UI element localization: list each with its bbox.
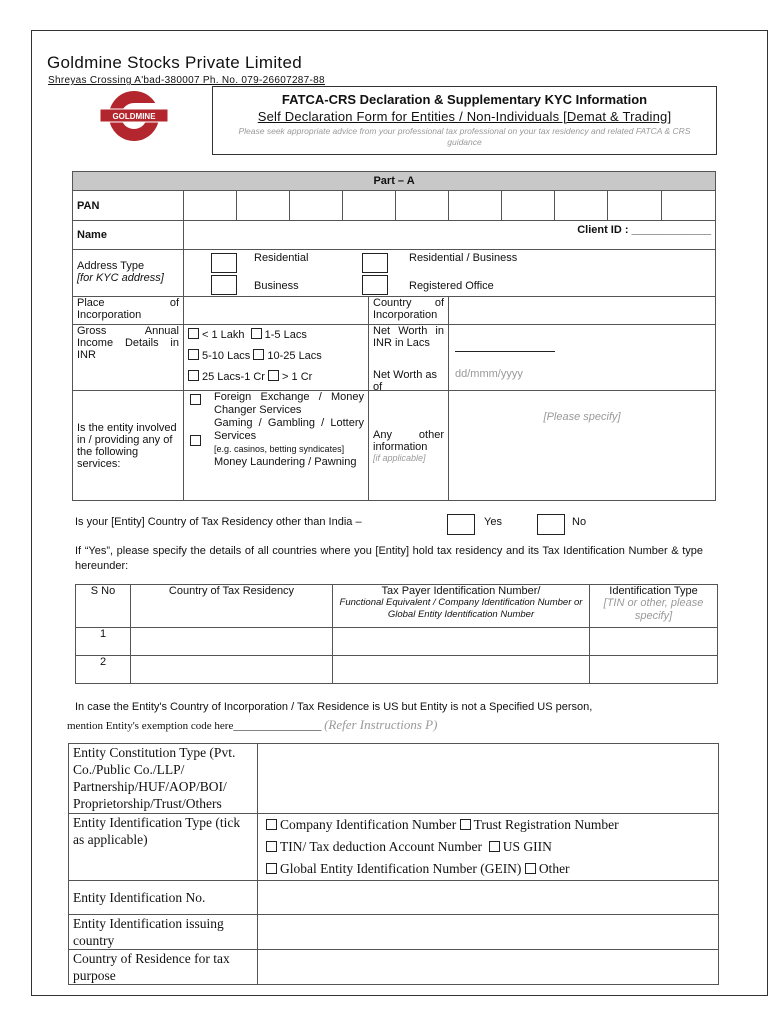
pan-box[interactable] [555, 191, 608, 221]
tax-residency-question: Is your [Entity] Country of Tax Residency other than India – [75, 516, 362, 528]
country-inc-label: Country of Incorporation [369, 297, 449, 325]
col-tin [333, 585, 590, 628]
residence-label: Country of Residence for tax purpose [69, 950, 258, 985]
income-options [184, 325, 369, 391]
no-label: No [572, 516, 587, 528]
id-option-checkbox[interactable] [460, 819, 471, 830]
id-option-checkbox[interactable] [525, 863, 536, 874]
id-option: Global Entity Identification Number (GEIN) [280, 861, 522, 876]
address-type-sub: [for KYC address] [77, 272, 164, 284]
issuing-country-field[interactable] [258, 915, 719, 950]
id-option: Other [538, 861, 570, 876]
income-option: > 1 Cr [282, 371, 313, 383]
id-type-options [258, 814, 719, 881]
country-field[interactable] [131, 656, 333, 684]
tin-field[interactable] [333, 628, 590, 656]
id-option-checkbox[interactable] [266, 841, 277, 852]
constitution-field[interactable] [258, 744, 719, 814]
pan-box[interactable] [662, 191, 716, 221]
income-checkbox[interactable] [253, 349, 264, 360]
registered-label: Registered Office [409, 280, 494, 292]
place-inc-label: Place of Incorporation [73, 297, 184, 325]
col-country: Country of Tax Residency [131, 585, 333, 628]
business-label: Business [254, 280, 299, 292]
id-option: US GIIN [502, 839, 552, 854]
col-tin-label: Tax Payer Identification Number/ [381, 585, 541, 597]
if-yes-instruction: If “Yes”, please specify the details of all countries where you [Entity] hold tax residency and its Tax Identification Number & type hereunder: [75, 545, 703, 572]
row-number: 1 [76, 628, 131, 656]
please-specify: [Please specify] [543, 411, 621, 423]
id-option: Company Identification Number [280, 817, 457, 832]
no-checkbox[interactable] [537, 514, 565, 535]
income-checkbox[interactable] [188, 370, 199, 381]
tin-field[interactable] [333, 656, 590, 684]
gaming-example: [e.g. casinos, betting syndicates] [214, 444, 345, 454]
address-type-label: Address Type [77, 260, 145, 272]
income-option: 25 Lacs-1 Cr [202, 371, 265, 383]
income-option: 1-5 Lacs [264, 329, 307, 341]
id-option-checkbox[interactable] [266, 819, 277, 830]
name-label: Name [73, 221, 184, 250]
col-id-type-label: Identification Type [609, 585, 698, 597]
pan-box[interactable] [343, 191, 396, 221]
part-a-table [72, 171, 716, 501]
income-option: 10-25 Lacs [267, 350, 322, 362]
yes-checkbox[interactable] [447, 514, 475, 535]
company-name: Goldmine Stocks Private Limited [47, 53, 302, 72]
id-option-checkbox[interactable] [266, 863, 277, 874]
id-no-field[interactable] [258, 881, 719, 915]
income-checkbox[interactable] [268, 370, 279, 381]
logo-text: GOLDMINE [112, 112, 156, 121]
form-subtitle: Self Declaration Form for Entities / Non-Individuals [Demat & Trading] [257, 109, 672, 124]
income-option: < 1 Lakh [202, 329, 245, 341]
pan-box[interactable] [449, 191, 502, 221]
part-a-heading: Part – A [73, 172, 716, 191]
id-type-field[interactable] [590, 656, 718, 684]
id-option-checkbox[interactable] [489, 841, 500, 852]
income-option: 5-10 Lacs [202, 350, 251, 362]
us-note-line2 [67, 717, 437, 733]
registered-checkbox[interactable] [362, 275, 388, 295]
row-number: 2 [76, 656, 131, 684]
issuing-country-label: Entity Identification issuing country [69, 915, 258, 950]
pan-box[interactable] [184, 191, 237, 221]
place-inc-field[interactable] [184, 297, 369, 325]
gaming-label: Gaming / Gambling / Lottery Services [214, 417, 364, 442]
income-checkbox[interactable] [188, 328, 199, 339]
yes-label: Yes [484, 516, 502, 528]
col-tin-sub: Functional Equivalent / Company Identification Number or Global Entity Identification Number [339, 597, 583, 620]
id-type-field[interactable] [590, 628, 718, 656]
constitution-label: Entity Constitution Type (Pvt. Co./Public Co./LLP/ Partnership/HUF/AOP/BOI/ Proprietorship/Trust/Others [69, 744, 258, 814]
net-worth-field[interactable] [449, 325, 716, 391]
client-id-field[interactable]: Client ID : _____________ [184, 221, 716, 250]
income-checkbox[interactable] [251, 328, 262, 339]
advice-note: Please seek appropriate advice from your professional tax professional on your tax residency and related FATCA & CRS guidance [238, 126, 691, 147]
pan-box[interactable] [237, 191, 290, 221]
residential-label: Residential [254, 252, 309, 264]
other-info-label: Any other information [373, 428, 444, 453]
pan-box[interactable] [502, 191, 555, 221]
other-info-cell [369, 391, 449, 501]
res-business-label: Residential / Business [409, 252, 518, 264]
id-option: TIN/ Tax deduction Account Number [280, 839, 483, 854]
country-inc-field[interactable] [449, 297, 716, 325]
col-id-type [590, 585, 718, 628]
tax-residency-table [75, 584, 718, 684]
forex-label: Foreign Exchange / Money Changer Services [214, 391, 364, 416]
address-type-options [184, 250, 716, 297]
money-laundering-label: Money Laundering / Pawning [214, 456, 357, 468]
header-box [212, 86, 717, 155]
services-label: Is the entity involved in / providing any of the following services: [73, 391, 184, 501]
entity-table [68, 743, 719, 985]
country-field[interactable] [131, 628, 333, 656]
services-options [184, 391, 369, 501]
income-checkbox[interactable] [188, 349, 199, 360]
residential-checkbox[interactable] [211, 253, 237, 273]
id-type-label: Entity Identification Type (tick as applicable) [69, 814, 258, 881]
col-sno: S No [76, 585, 131, 628]
net-worth-cell [369, 325, 449, 391]
col-id-type-sub: [TIN or other, please specify] [603, 597, 704, 622]
pan-box[interactable] [290, 191, 343, 221]
pan-label: PAN [73, 191, 184, 221]
id-no-label: Entity Identification No. [69, 881, 258, 915]
exemption-code-field[interactable]: mention Entity's exemption code here________________ [67, 720, 322, 732]
gaming-checkbox[interactable] [190, 435, 201, 446]
other-info-sub: [if applicable] [373, 452, 426, 463]
business-checkbox[interactable] [211, 275, 237, 295]
residence-field[interactable] [258, 950, 719, 985]
date-placeholder: dd/mmm/yyyy [455, 368, 523, 380]
net-worth-label: Net Worth in INR in Lacs [373, 325, 444, 349]
form-title: FATCA-CRS Declaration & Supplementary KYC Information [281, 92, 648, 107]
form-page [31, 30, 768, 996]
other-info-field[interactable] [449, 391, 716, 501]
pan-box[interactable] [396, 191, 449, 221]
refer-instructions: (Refer Instructions P) [324, 717, 438, 732]
company-address: Shreyas Crossing A'bad-380007 Ph. No. 079-26607287-88 [48, 75, 325, 86]
res-business-checkbox[interactable] [362, 253, 388, 273]
us-note-line1: In case the Entity's Country of Incorporation / Tax Residence is US but Entity is not a Specified US person, [75, 701, 593, 713]
pan-box[interactable] [608, 191, 662, 221]
net-worth-as-of-label: Net Worth as of [373, 369, 437, 391]
address-type-cell [73, 250, 184, 297]
forex-checkbox[interactable] [190, 394, 201, 405]
gross-income-label: Gross Annual Income Details in INR [73, 325, 184, 391]
id-option: Trust Registration Number [473, 817, 619, 832]
goldmine-logo [98, 87, 170, 145]
